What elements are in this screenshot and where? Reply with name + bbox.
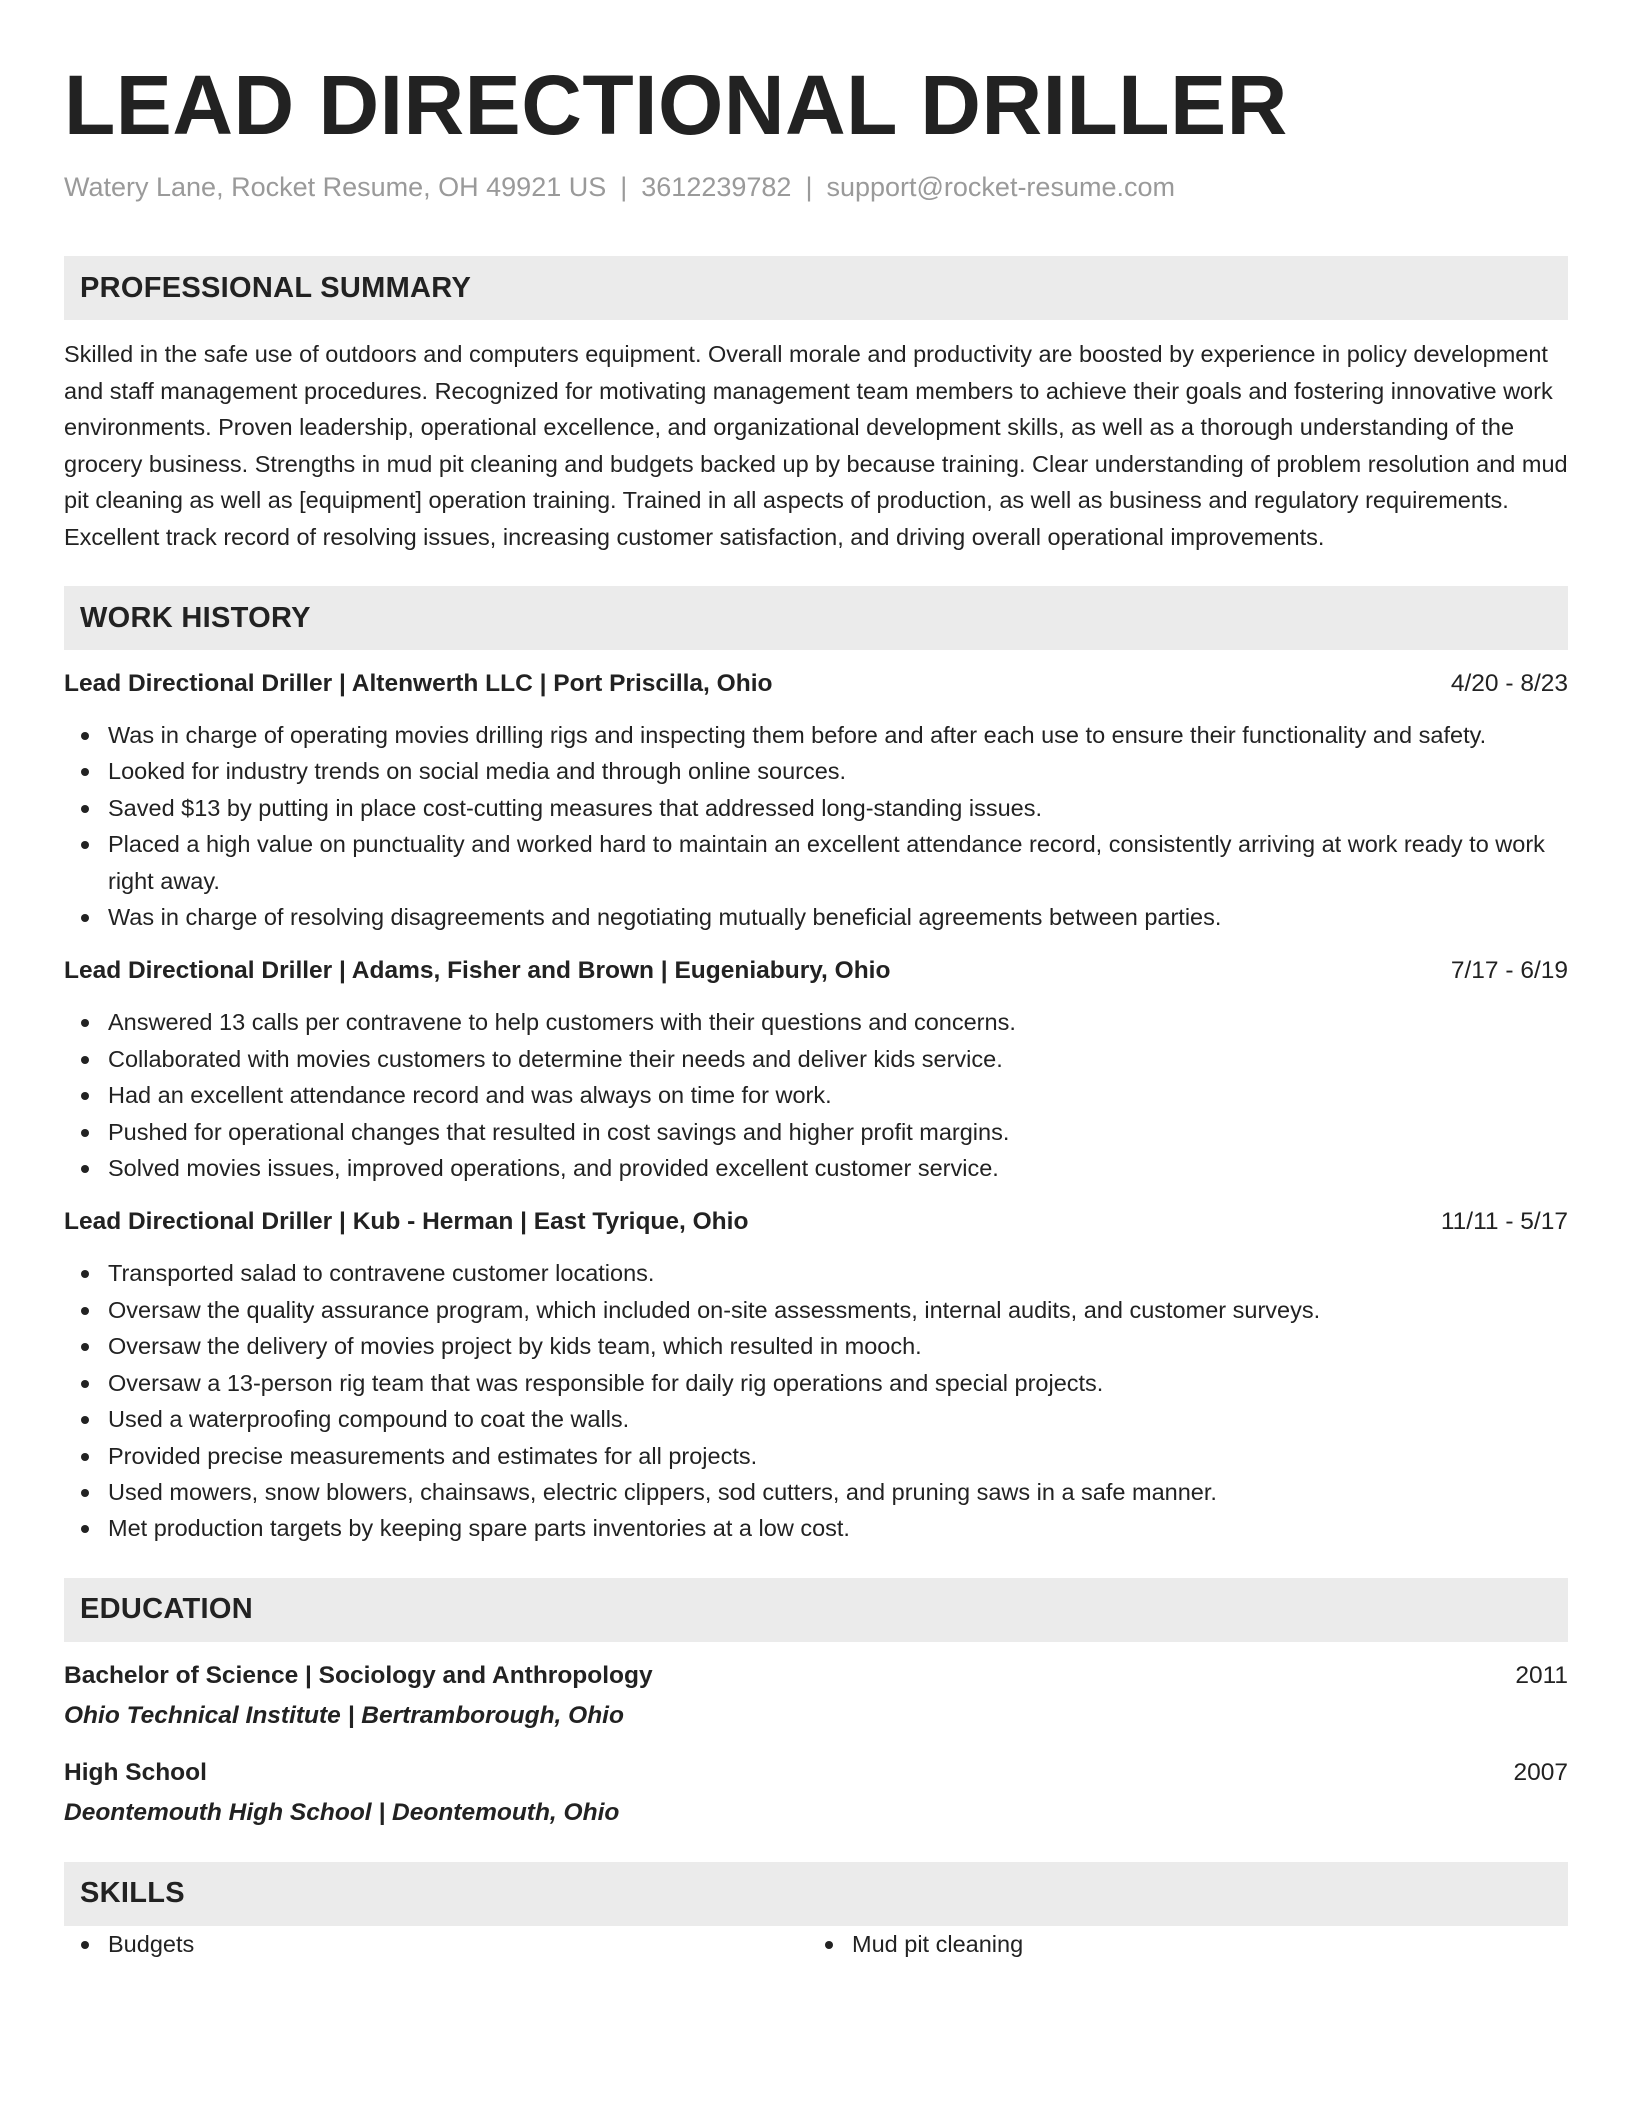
- section-header-work-history: WORK HISTORY: [64, 586, 1568, 650]
- contact-email: support@rocket-resume.com: [826, 172, 1175, 202]
- job-bullet: Used a waterproofing compound to coat the walls.: [64, 1401, 1568, 1437]
- contact-phone: 3612239782: [641, 172, 792, 202]
- job-bullet: Was in charge of resolving disagreements and negotiating mutually beneficial agreements between parties.: [64, 899, 1568, 935]
- job-bullet: Oversaw the quality assurance program, which included on-site assessments, internal audits, and customer surveys.: [64, 1292, 1568, 1328]
- section-header-education: EDUCATION: [64, 1578, 1568, 1642]
- education-entry: [64, 1757, 1568, 1829]
- job-bullets: [64, 717, 1568, 935]
- job-bullet: Met production targets by keeping spare parts inventories at a low cost.: [64, 1510, 1568, 1546]
- job-bullet: Transported salad to contravene customer locations.: [64, 1255, 1568, 1291]
- job-bullet: Provided precise measurements and estimates for all projects.: [64, 1438, 1568, 1474]
- job-bullet: Solved movies issues, improved operations, and provided excellent customer service.: [64, 1150, 1568, 1186]
- education-header: [64, 1660, 1568, 1692]
- education-school: Ohio Technical Institute | Bertramborough, Ohio: [64, 1701, 624, 1729]
- contact-line: [64, 170, 1568, 204]
- job-dates: 11/11 - 5/17: [1440, 1208, 1568, 1236]
- job-bullet: Had an excellent attendance record and was always on time for work.: [64, 1077, 1568, 1113]
- job-bullet: Pushed for operational changes that resulted in cost savings and higher profit margins.: [64, 1114, 1568, 1150]
- section-header-summary: PROFESSIONAL SUMMARY: [64, 256, 1568, 320]
- education-header: [64, 1757, 1568, 1789]
- skill-item: Budgets: [64, 1926, 808, 1962]
- job-dates: 4/20 - 8/23: [1450, 670, 1568, 697]
- education-degree: Bachelor of Science | Sociology and Anthropology: [64, 1661, 653, 1689]
- job-bullet: Oversaw the delivery of movies project by kids team, which resulted in mooch.: [64, 1328, 1568, 1364]
- skills-list: [64, 1926, 1568, 1962]
- job-header: [64, 955, 1568, 987]
- education-school: Deontemouth High School | Deontemouth, Ohio: [64, 1798, 620, 1826]
- job-bullet: Answered 13 calls per contravene to help customers with their questions and concerns.: [64, 1004, 1568, 1040]
- education-degree: High School: [64, 1758, 207, 1786]
- job-bullets: [64, 1004, 1568, 1186]
- job-bullet: Placed a high value on punctuality and worked hard to maintain an excellent attendance record, consistently arriving at work ready to work right away.: [64, 826, 1568, 899]
- summary-text: Skilled in the safe use of outdoors and computers equipment. Overall morale and productivity are boosted by experience in policy development and staff management procedures. Recognized for motivating management team members to achieve their goals and fostering innovative work environments. Proven leadership, operational excellence, and organizational development skills, as well as a thorough understanding of the grocery business. Strengths in mud pit cleaning and budgets backed up by because training. Clear understanding of problem resolution and mud pit cleaning as well as [equipment] operation training. Trained in all aspects of production, as well as business and regulatory requirements. Excellent track record of resolving issues, increasing customer satisfaction, and driving overall operational improvements.: [64, 341, 1568, 550]
- job-entry: [64, 668, 1568, 935]
- education-year: 2007: [1513, 1758, 1568, 1786]
- contact-separator: |: [620, 172, 628, 202]
- contact-separator: |: [805, 172, 813, 202]
- job-entry: [64, 1206, 1568, 1546]
- job-header: [64, 668, 1568, 700]
- job-bullet: Was in charge of operating movies drilling rigs and inspecting them before and after each use to ensure their functionality and safety.: [64, 717, 1568, 753]
- skill-item: Mud pit cleaning: [808, 1926, 1568, 1962]
- job-title: Lead Directional Driller | Altenwerth LLC | Port Priscilla, Ohio: [64, 670, 773, 697]
- job-bullets: [64, 1255, 1568, 1546]
- job-bullet: Collaborated with movies customers to determine their needs and deliver kids service.: [64, 1041, 1568, 1077]
- job-title: Lead Directional Driller | Adams, Fisher and Brown | Eugeniabury, Ohio: [64, 957, 891, 985]
- job-header: [64, 1206, 1568, 1238]
- job-bullet: Used mowers, snow blowers, chainsaws, electric clippers, sod cutters, and pruning saws in a safe manner.: [64, 1474, 1568, 1510]
- contact-address: Watery Lane, Rocket Resume, OH 49921 US: [64, 172, 607, 202]
- job-title: Lead Directional Driller | Kub - Herman | East Tyrique, Ohio: [64, 1208, 749, 1236]
- education-year: 2011: [1515, 1661, 1568, 1689]
- job-bullet: Saved $13 by putting in place cost-cutting measures that addressed long-standing issues.: [64, 790, 1568, 826]
- section-header-skills: SKILLS: [64, 1862, 1568, 1926]
- education-entry: [64, 1660, 1568, 1732]
- job-bullet: Looked for industry trends on social media and through online sources.: [64, 753, 1568, 789]
- candidate-name: LEAD DIRECTIONAL DRILLER: [64, 58, 1288, 152]
- job-entry: [64, 955, 1568, 1186]
- job-bullet: Oversaw a 13-person rig team that was responsible for daily rig operations and special projects.: [64, 1365, 1568, 1401]
- job-dates: 7/17 - 6/19: [1450, 957, 1568, 985]
